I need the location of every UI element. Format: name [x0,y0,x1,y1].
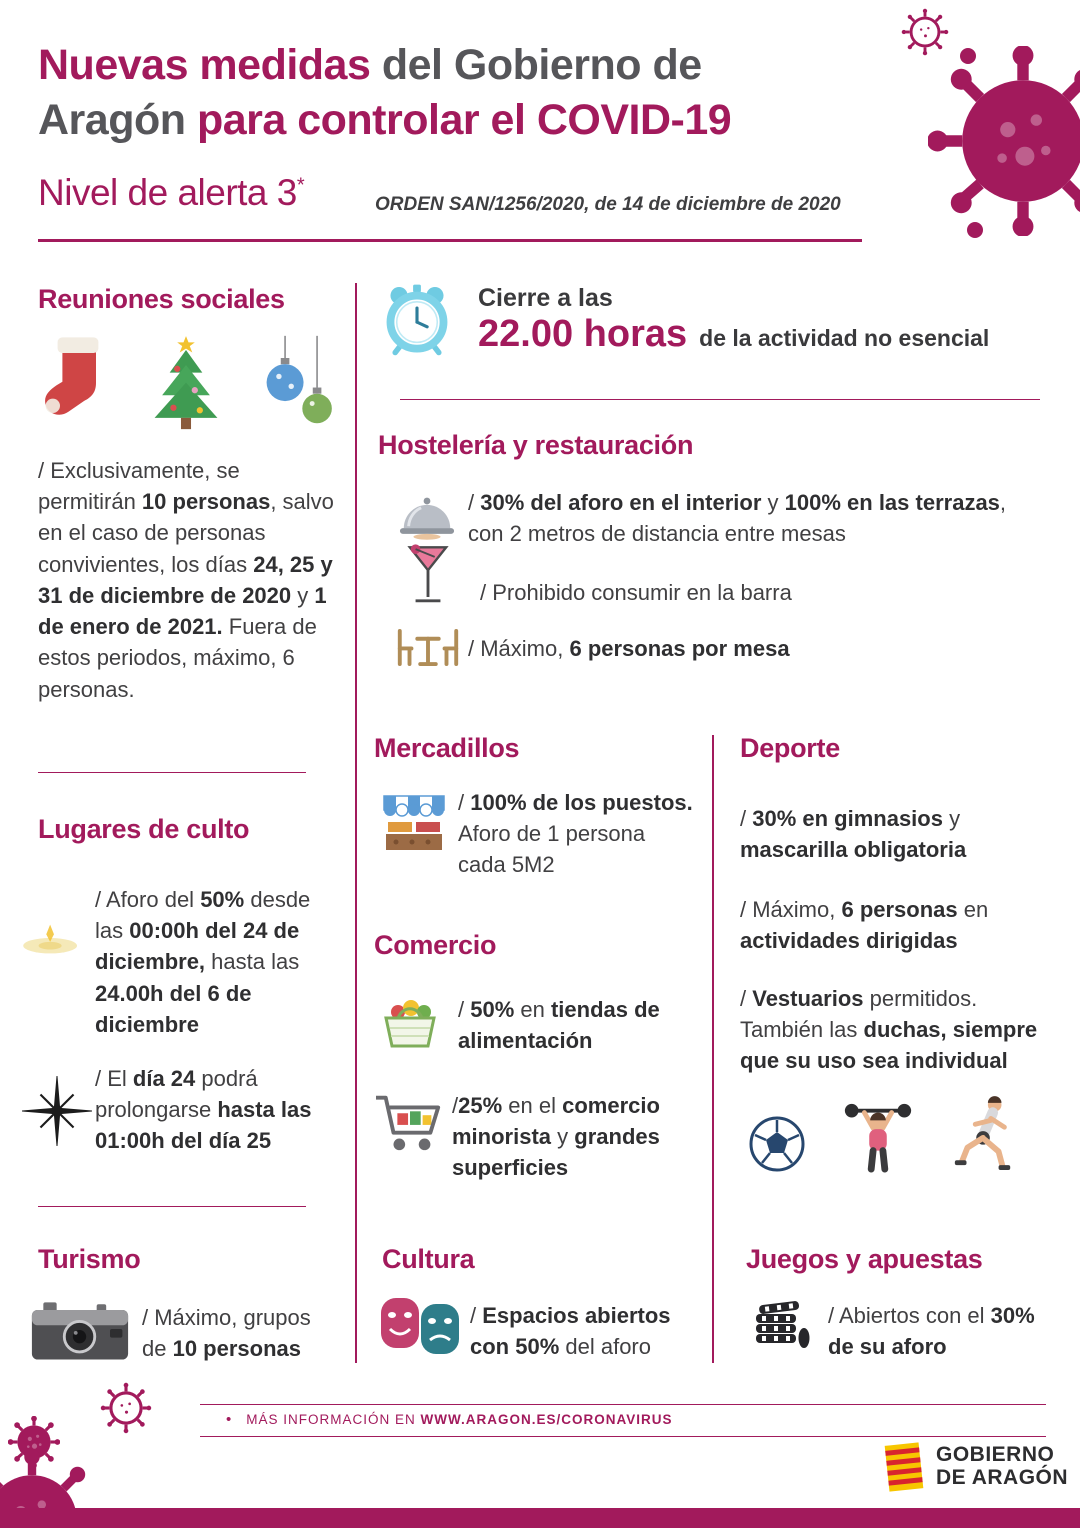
cierre-banner [478,284,989,356]
section-title-culto: Lugares de culto [38,814,250,844]
hosteleria-item-2: / Prohibido consumir en la barra [480,580,792,605]
footer-divider-top [200,1404,1046,1405]
poker-chips-icon [750,1294,812,1352]
running-icon [950,1095,1018,1173]
cierre-suffix: de la actividad no esencial [699,325,990,351]
cierre-time: 22.00 horas [478,313,688,355]
culto-item-1: / Aforo del 50% desde las 00:00h del 24 de diciembre, hasta las 24.00h del 6 de diciembre [95,887,311,1037]
reuniones-body: / Exclusivamente, se permitirán 10 personas, salvo en el caso de personas convivientes, los días 24, 25 y 31 de diciembre de 2020 y 1 de enero de 2021. Fuera de estos periodos, máximo, 6 personas. [38,458,334,702]
star-icon [22,1076,92,1146]
soccer-ball-icon [748,1115,806,1173]
sport-icons-row [748,1095,1018,1173]
section-title-turismo: Turismo [38,1244,141,1274]
vertical-divider-left [355,283,357,1363]
divider-left-1 [38,772,306,773]
logo-line-1: GOBIERNO [936,1443,1055,1467]
section-title-cultura: Cultura [382,1244,475,1274]
title-line-2: Aragón para controlar el COVID-19 [38,96,732,145]
shopping-cart-icon [374,1088,446,1156]
logo-line-2: DE ARAGÓN [936,1466,1069,1489]
cierre-line2 [478,313,989,356]
juegos-item: / Abiertos con el 30% de su aforo [828,1303,1035,1360]
section-title-juegos: Juegos y apuestas [746,1244,983,1274]
logo-text [936,1444,1068,1489]
camera-icon [30,1298,130,1362]
market-stall-icon [382,792,446,854]
aragon-flag-icon [882,1440,926,1494]
section-title-comercio: Comercio [374,930,497,960]
gobierno-aragon-logo [882,1440,1068,1494]
christmas-icons-row [42,334,338,430]
alert-level: Nivel de alerta 3* [38,172,305,213]
food-basket-icon [378,988,442,1050]
cocktail-icon [406,543,450,607]
bullet-icon: • [226,1411,233,1428]
mercadillos-item: / 100% de los puestos. Aforo de 1 persona cada 5M2 [458,790,693,878]
order-reference: ORDEN SAN/1256/2020, de 14 de diciembre de 2020 [375,194,841,215]
section-title-reuniones: Reuniones sociales [38,284,285,314]
section-title-deporte: Deporte [740,733,840,763]
ornaments-icon [258,334,338,430]
stocking-icon [42,334,114,426]
footer-info [226,1411,673,1428]
vertical-divider-middle [712,735,714,1363]
footer-divider-bottom [200,1436,1046,1437]
virus-icon-top-right [870,18,1080,268]
cierre-line1: Cierre a las [478,284,613,312]
alarm-clock-icon [378,280,456,358]
divider-cierre [400,399,1040,400]
title-line-1: Nuevas medidas del Gobierno de [38,41,702,89]
hosteleria-item-3: / Máximo, 6 personas por mesa [468,636,790,661]
turismo-item: / Máximo, grupos de 10 personas [142,1305,311,1362]
divider-left-2 [38,1206,306,1207]
table-chairs-icon [392,625,464,670]
culto-item-2: / El día 24 podrá prolongarse hasta las 01:00h del día 25 [95,1066,312,1154]
comercio-item-2: /25% en el comercio minorista y grandes superficies [452,1093,660,1181]
comercio-item-1: / 50% en tiendas de alimentación [458,997,660,1054]
deporte-item-3: / Vestuarios permitidos. También las duchas, siempre que su uso sea individual [740,986,1038,1074]
deporte-item-1: / 30% en gimnasios y mascarilla obligatoria [740,806,967,863]
virus-icon-bottom-left [0,1378,190,1508]
candle-glow-icon [18,915,88,963]
page-title [38,38,868,148]
section-title-mercadillos: Mercadillos [374,733,520,763]
deporte-item-2: / Máximo, 6 personas en actividades dirigidas [740,897,989,954]
hosteleria-item-1: / 30% del aforo en el interior y 100% en las terrazas, con 2 metros de distancia entre mesas [468,490,1007,547]
section-title-hosteleria: Hostelería y restauración [378,430,694,460]
theater-masks-icon [378,1296,462,1356]
weightlifting-icon [842,1097,914,1173]
cloche-icon [398,493,456,540]
footer-info-text: MÁS INFORMACIÓN EN WWW.ARAGON.ES/CORONAVIRUS [246,1412,673,1427]
cultura-item: / Espacios abiertos con 50% del aforo [470,1303,671,1360]
header-divider [38,239,862,242]
bottom-accent-bar [0,1508,1080,1528]
christmas-tree-icon [142,334,230,430]
